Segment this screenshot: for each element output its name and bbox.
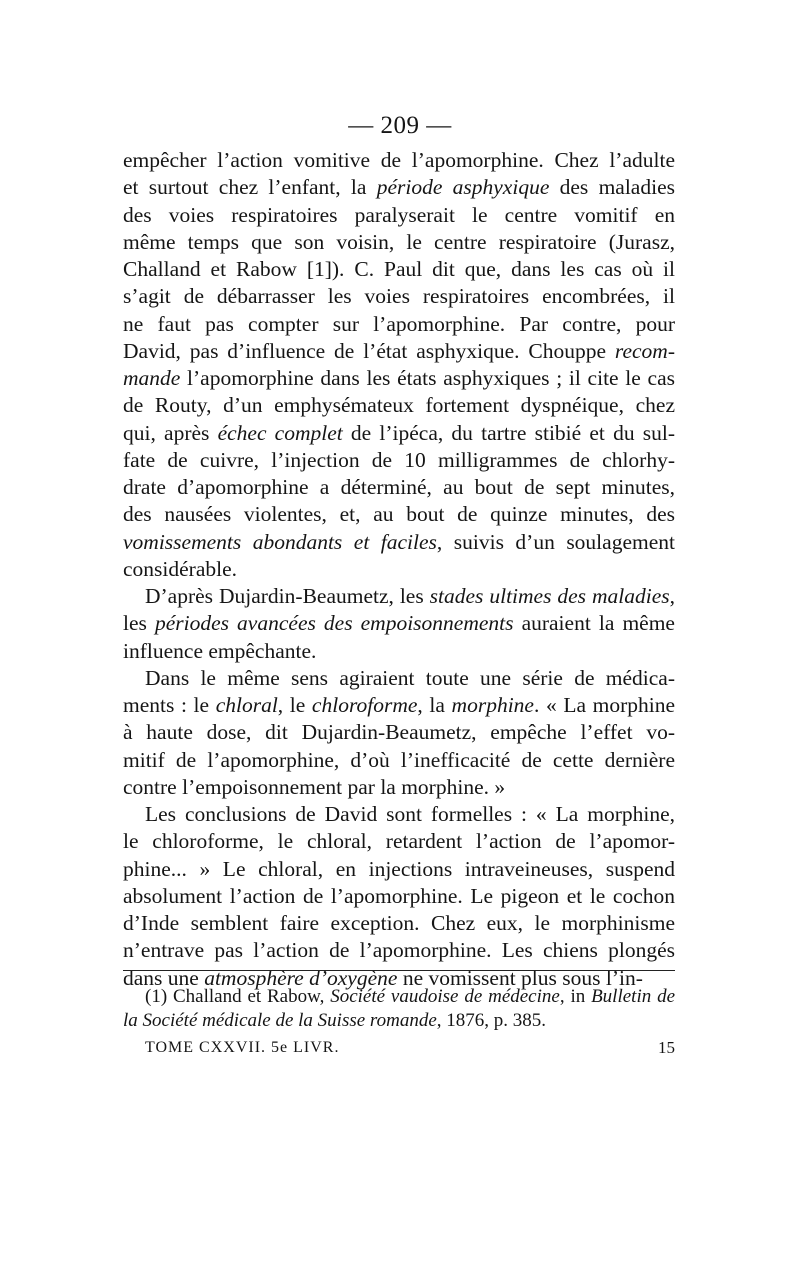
text-segment: qui, après (123, 420, 218, 445)
text-segment: ne vomissent plus sous l’in- (397, 965, 643, 990)
text-segment: empêcher l’action vomitive de l’apomorphine. Chez l’adulte (123, 148, 675, 172)
text-segment: l’apomorphine dans les états asphyxiques ; il cite le cas (180, 366, 675, 390)
paragraph-line (123, 937, 675, 964)
page-number: — 209 — (348, 112, 452, 139)
volume-signature: TOME CXXVII. 5e LIVR. (145, 1039, 340, 1056)
paragraph-line (123, 392, 675, 419)
text-segment: ne faut pas compter sur l’apomorphine. Par contre, pour (123, 311, 675, 336)
text-segment: auraient la même (513, 611, 675, 636)
text-segment: influence empêchante. (123, 638, 317, 663)
italic-text: la Société médicale de la Suisse romande (123, 1010, 437, 1031)
text-segment: Les conclusions de David sont formelles : « La morphine, (145, 802, 675, 826)
paragraph-line (123, 529, 675, 556)
italic-text: stades ultimes des maladies (429, 584, 670, 608)
paragraph-line (123, 420, 675, 447)
italic-text: chloral (215, 693, 278, 717)
italic-text: chloroforme (311, 693, 418, 717)
text-segment: David, pas d’influence de l’état asphyxique. Chouppe (123, 338, 615, 363)
italic-text: recom- (614, 338, 675, 363)
text-segment: (1) Challand et Rabow, (145, 986, 331, 1007)
paragraph-line (123, 474, 675, 501)
paragraph-line (123, 719, 675, 746)
text-segment: de l’ipéca, du tartre stibié et du sul- (342, 420, 675, 445)
paragraph-line (123, 311, 675, 338)
paragraph-line (123, 202, 675, 229)
text-segment: des nausées violentes, et, au bout de quinze minutes, des (123, 502, 675, 527)
paragraph-line (123, 556, 675, 583)
text-segment: dans une (123, 965, 205, 990)
text-segment: absolument l’action de l’apomorphine. Le pigeon et le cochon (123, 883, 675, 908)
footnote-line (123, 1009, 675, 1033)
italic-text: échec complet (217, 420, 343, 445)
text-segment: d’Inde semblent faire exception. Chez eux, le morphinisme (123, 911, 675, 935)
footnote-line (123, 985, 675, 1009)
paragraph-line (123, 692, 675, 719)
paragraph-line (123, 365, 675, 392)
paragraph-line (123, 283, 675, 310)
paragraph-line (123, 665, 675, 692)
paragraph-line (123, 856, 675, 883)
paragraph-line (123, 147, 675, 174)
paragraph-line (123, 174, 675, 201)
paragraph-line (123, 583, 675, 610)
text-segment: fate de cuivre, l’injection de 10 milligrammes de chlorhy- (123, 447, 675, 472)
italic-text: périodes avancées des empoisonnements (154, 611, 514, 636)
italic-text: Société vaudoise de médecine (330, 986, 560, 1007)
paragraph-line (123, 338, 675, 365)
text-segment: de Routy, d’un emphysémateux fortement dyspnéique, chez (123, 393, 675, 418)
paragraph-line (123, 883, 675, 910)
text-segment: le chloroforme, le chloral, retardent l’action de l’apomor- (123, 829, 675, 854)
text-segment: Dans le même sens agiraient toute une série de médica- (145, 665, 675, 690)
printer-signature (145, 1036, 675, 1060)
italic-text: période asphyxique (376, 175, 550, 200)
text-segment: les (123, 611, 155, 636)
text-segment: . « La morphine (533, 693, 675, 717)
text-segment: et surtout chez l’enfant, la (123, 175, 377, 200)
text-segment: , le (277, 693, 312, 717)
paragraph-line (123, 638, 675, 665)
text-segment: mitif de l’apomorphine, d’où l’inefficacité de cette dernière (123, 747, 675, 772)
paragraph-line (123, 229, 675, 256)
text-segment: contre l’empoisonnement par la morphine. » (123, 774, 506, 799)
italic-text: atmosphère d’oxygène (204, 965, 398, 990)
text-segment: , la (417, 693, 452, 717)
text-segment: n’entrave pas l’action de l’apomorphine. Les chiens plongés (123, 938, 675, 963)
text-segment: D’après Dujardin-Beaumetz, les (145, 584, 430, 608)
italic-text: morphine (451, 693, 534, 717)
text-segment: drate d’apomorphine a déterminé, au bout de sept minutes, (123, 475, 675, 499)
paragraph-line (123, 610, 675, 637)
text-segment: , suivis d’un soulagement (436, 529, 675, 554)
text-segment: s’agit de débarrasser les voies respiratoires encombrées, il (123, 284, 675, 309)
paragraph-line (123, 910, 675, 937)
text-segment: des voies respiratoires paralyserait le centre vomitif en (123, 202, 675, 227)
text-segment: phine... » Le chloral, en injections intraveineuses, suspend (123, 856, 675, 881)
body-text (123, 147, 675, 992)
text-segment: , 1876, p. 385. (436, 1010, 547, 1031)
sheet-number: 15 (658, 1038, 675, 1057)
text-segment: ments : le (123, 693, 216, 717)
footnote (123, 985, 675, 1033)
paragraph-line (123, 774, 675, 801)
text-segment: , in (559, 986, 592, 1007)
footnote-divider (123, 970, 675, 971)
text-segment: à haute dose, dit Dujardin-Beaumetz, empêche l’effet vo- (123, 720, 675, 745)
italic-text: mande (123, 366, 181, 390)
text-segment: considérable. (123, 556, 238, 581)
text-segment: Challand et Rabow [1]). C. Paul dit que, dans les cas où il (123, 257, 675, 281)
paragraph-line (123, 501, 675, 528)
paragraph-line (123, 447, 675, 474)
paragraph-line (123, 256, 675, 283)
paragraph-line (123, 747, 675, 774)
text-segment: même temps que son voisin, le centre respiratoire (Jurasz, (123, 229, 675, 254)
paragraph-line (123, 828, 675, 855)
text-segment: , (669, 584, 675, 608)
italic-text: Bulletin de (591, 986, 676, 1007)
italic-text: vomissements abondants et faciles (123, 529, 437, 554)
text-segment: des maladies (549, 175, 675, 200)
paragraph-line (123, 801, 675, 828)
